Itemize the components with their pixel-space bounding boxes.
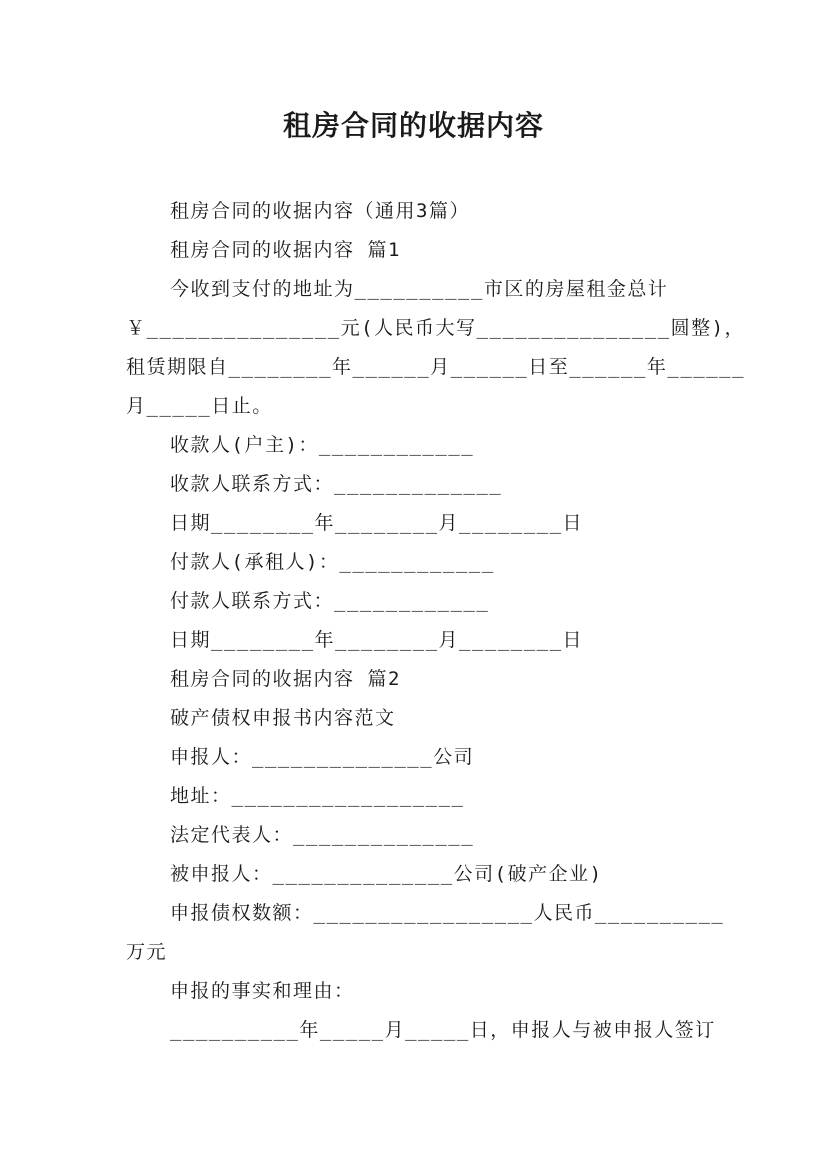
receipt-paragraph-line: ￥_______________元(人民币大写_______________圆整)， (126, 317, 746, 339)
receipt-paragraph-line: 租赁期限自________年______月______日至______年______ (126, 356, 746, 378)
legal-representative-field: 法定代表人：______________ (170, 824, 475, 846)
claim-amount-field: 申报债权数额：_________________人民币__________ (170, 902, 725, 924)
receipt-paragraph-line: 月_____日止。 (126, 395, 273, 417)
facts-paragraph-line: __________年_____月_____日，申报人与被申报人签订 (170, 1019, 716, 1041)
payee-date-field: 日期________年________月________日 (170, 512, 584, 534)
payee-field: 收款人(户主)：____________ (170, 434, 475, 456)
claim-amount-unit: 万元 (126, 941, 168, 963)
claimant-field: 申报人：______________公司 (170, 746, 475, 768)
sample-heading: 破产债权申报书内容范文 (170, 707, 396, 729)
payer-field: 付款人(承租人)：____________ (170, 551, 495, 573)
payer-contact-field: 付款人联系方式：____________ (170, 590, 490, 612)
payer-date-field: 日期________年________月________日 (170, 629, 584, 651)
section-heading-2: 租房合同的收据内容 篇2 (170, 668, 401, 690)
facts-heading: 申报的事实和理由： (170, 980, 355, 1002)
receipt-paragraph-line: 今收到支付的地址为__________市区的房屋租金总计 (170, 278, 669, 300)
address-field: 地址：__________________ (170, 785, 465, 807)
document-title: 租房合同的收据内容 (282, 109, 544, 142)
respondent-field: 被申报人：______________公司(破产企业) (170, 863, 603, 885)
section-heading-1: 租房合同的收据内容 篇1 (170, 239, 401, 261)
payee-contact-field: 收款人联系方式：_____________ (170, 473, 503, 495)
subtitle-line: 租房合同的收据内容（通用3篇） (170, 200, 470, 222)
